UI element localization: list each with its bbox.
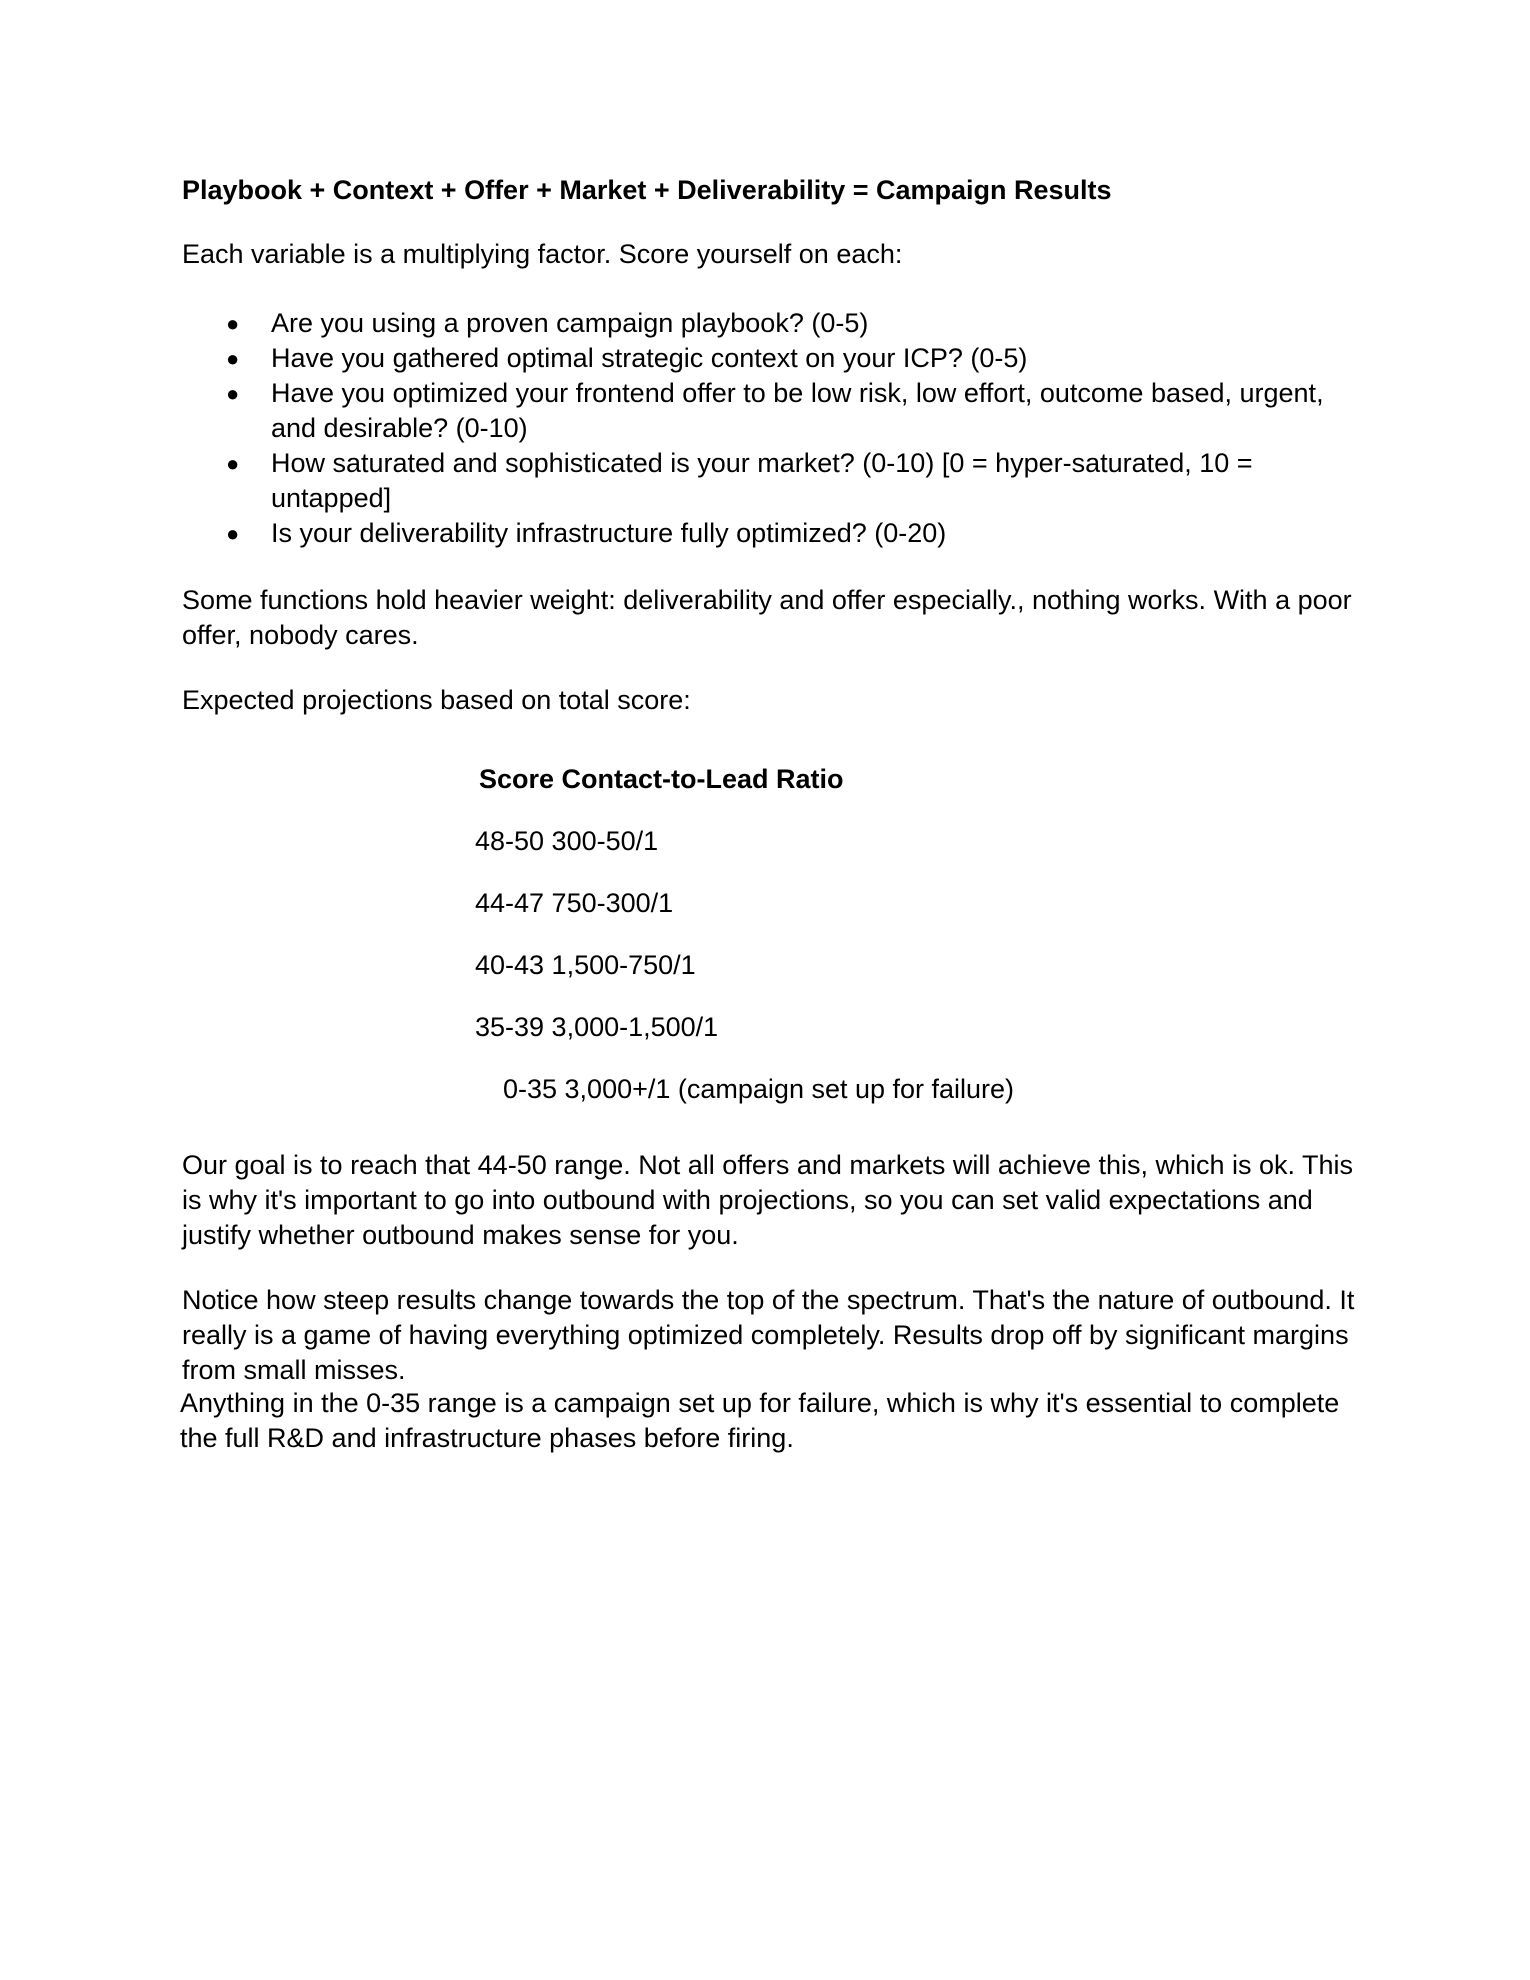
page-heading: Playbook + Context + Offer + Market + Deliverability = Campaign Results xyxy=(182,175,1112,205)
question-text: Have you optimized your frontend offer to be low risk, low effort, outcome based, urgent, and desirable? (0-10) xyxy=(271,378,1324,443)
projections-intro: Expected projections based on total score: xyxy=(182,685,691,715)
table-row: 35-39 3,000-1,500/1 xyxy=(475,1012,719,1042)
list-item xyxy=(226,306,1356,341)
intro-text: Each variable is a multiplying factor. Score yourself on each: xyxy=(182,239,903,269)
list-item xyxy=(226,516,1356,551)
question-text: Have you gathered optimal strategic context on your ICP? (0-5) xyxy=(271,343,1028,373)
weight-note-paragraph: Some functions hold heavier weight: deliverability and offer especially., nothing works. With a poor offer, nobody cares. xyxy=(182,585,1352,650)
question-text: How saturated and sophisticated is your market? (0-10) [0 = hyper-saturated, 10 = untapped] xyxy=(271,448,1253,513)
score-questions-list xyxy=(226,306,1356,551)
failure-paragraph: Anything in the 0-35 range is a campaign set up for failure, which is why it's essential to complete the full R&D and infrastructure phases before firing. xyxy=(180,1388,1340,1453)
steep-results-paragraph: Notice how steep results change towards the top of the spectrum. That's the nature of outbound. It really is a game of having everything optimized completely. Results drop off by significant margins from small misses. xyxy=(182,1285,1355,1385)
bullet-icon: ● xyxy=(226,451,240,476)
bullet-icon: ● xyxy=(226,311,240,336)
question-text: Is your deliverability infrastructure fully optimized? (0-20) xyxy=(271,518,947,548)
table-row: 40-43 1,500-750/1 xyxy=(475,950,696,980)
goal-paragraph: Our goal is to reach that 44-50 range. Not all offers and markets will achieve this, which is ok. This is why it's important to go into outbound with projections, so you can set valid expectations and justify whether outbound makes sense for you. xyxy=(182,1150,1354,1250)
question-text: Are you using a proven campaign playbook? (0-5) xyxy=(271,308,869,338)
table-row: 0-35 3,000+/1 (campaign set up for failure) xyxy=(503,1074,1015,1104)
table-row: 44-47 750-300/1 xyxy=(475,888,674,918)
bullet-icon: ● xyxy=(226,346,240,371)
table-row: 48-50 300-50/1 xyxy=(475,826,659,856)
list-item xyxy=(226,341,1356,376)
projection-table-header: Score Contact-to-Lead Ratio xyxy=(479,764,844,794)
list-item xyxy=(226,376,1356,446)
bullet-icon: ● xyxy=(226,381,240,406)
list-item xyxy=(226,446,1356,516)
bullet-icon: ● xyxy=(226,521,240,546)
